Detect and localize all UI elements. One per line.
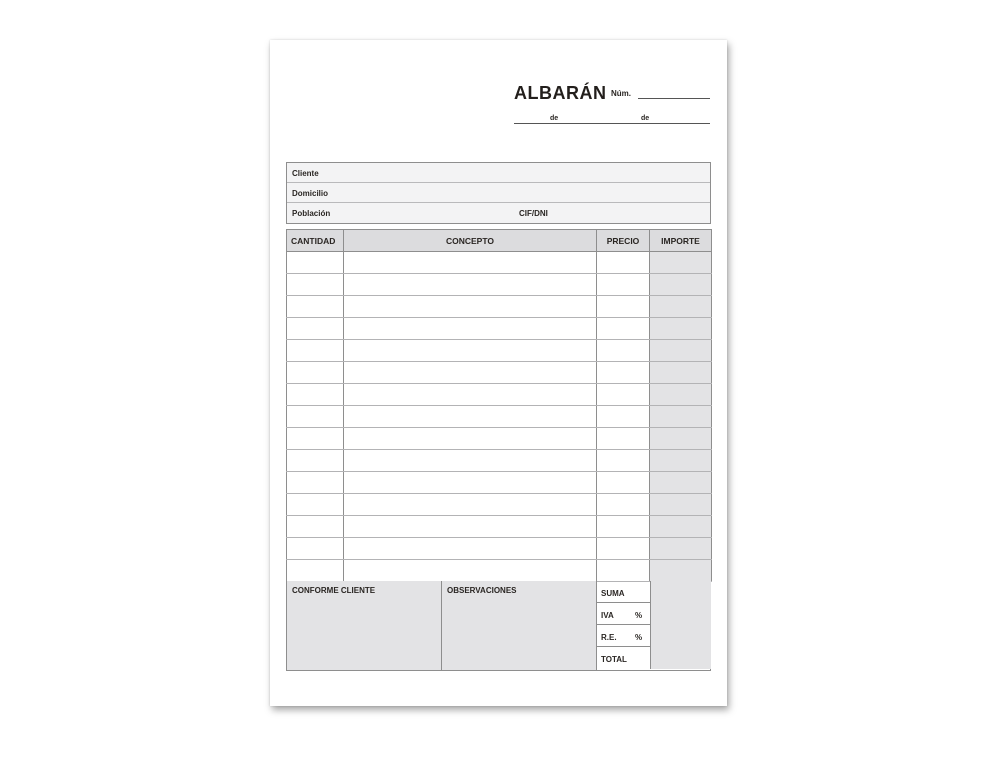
quantity-cell[interactable] — [287, 384, 344, 406]
concept-cell[interactable] — [344, 296, 597, 318]
table-row — [287, 450, 712, 472]
price-cell[interactable] — [597, 428, 650, 450]
concept-cell[interactable] — [344, 494, 597, 516]
amount-cell[interactable] — [650, 428, 712, 450]
amount-cell[interactable] — [650, 274, 712, 296]
re-percent-label: % — [635, 633, 643, 642]
table-row — [287, 252, 712, 274]
concept-cell[interactable] — [344, 472, 597, 494]
table-row — [287, 274, 712, 296]
vat-label: IVA — [601, 611, 614, 620]
price-cell[interactable] — [597, 362, 650, 384]
table-row — [287, 538, 712, 560]
footer-section — [286, 581, 711, 671]
observations-box[interactable] — [442, 581, 597, 670]
re-row — [597, 625, 711, 647]
amount-cell[interactable] — [650, 560, 712, 582]
amount-cell[interactable] — [650, 340, 712, 362]
price-cell[interactable] — [597, 252, 650, 274]
concept-cell[interactable] — [344, 516, 597, 538]
price-cell[interactable] — [597, 384, 650, 406]
concept-cell[interactable] — [344, 428, 597, 450]
quantity-cell[interactable] — [287, 428, 344, 450]
table-row — [287, 318, 712, 340]
price-cell[interactable] — [597, 494, 650, 516]
document-title: ALBARÁN — [514, 83, 607, 103]
amount-cell[interactable] — [650, 450, 712, 472]
number-label: Núm. — [611, 89, 631, 98]
amount-cell[interactable] — [650, 406, 712, 428]
price-cell[interactable] — [597, 560, 650, 582]
client-address-field[interactable] — [287, 183, 710, 203]
date-separator: de — [550, 115, 559, 122]
price-cell[interactable] — [597, 450, 650, 472]
price-cell[interactable] — [597, 274, 650, 296]
table-row — [287, 296, 712, 318]
client-signature-box[interactable] — [287, 581, 442, 670]
total-row — [597, 647, 711, 669]
sum-label: SUMA — [601, 589, 625, 598]
sum-value-field[interactable] — [650, 581, 711, 603]
quantity-cell[interactable] — [287, 252, 344, 274]
amount-cell[interactable] — [650, 362, 712, 384]
column-header-amount: IMPORTE — [650, 230, 712, 252]
amount-cell[interactable] — [650, 296, 712, 318]
concept-cell[interactable] — [344, 384, 597, 406]
client-info-box — [286, 162, 711, 224]
client-label: Cliente — [292, 169, 319, 178]
concept-cell[interactable] — [344, 406, 597, 428]
table-row — [287, 340, 712, 362]
concept-cell[interactable] — [344, 560, 597, 582]
column-header-quantity: CANTIDAD — [287, 230, 344, 252]
table-row — [287, 406, 712, 428]
vat-value-field[interactable] — [650, 603, 711, 625]
quantity-cell[interactable] — [287, 538, 344, 560]
table-row — [287, 362, 712, 384]
quantity-cell[interactable] — [287, 450, 344, 472]
price-cell[interactable] — [597, 516, 650, 538]
quantity-cell[interactable] — [287, 516, 344, 538]
vat-percent-label: % — [635, 611, 643, 620]
vat-row — [597, 603, 711, 625]
address-label: Domicilio — [292, 189, 329, 198]
amount-cell[interactable] — [650, 318, 712, 340]
total-value-field[interactable] — [650, 647, 711, 669]
column-header-concept: CONCEPTO — [344, 230, 597, 252]
re-value-field[interactable] — [650, 625, 711, 647]
concept-cell[interactable] — [344, 538, 597, 560]
quantity-cell[interactable] — [287, 340, 344, 362]
quantity-cell[interactable] — [287, 472, 344, 494]
observations-label: OBSERVACIONES — [447, 586, 517, 595]
table-row — [287, 516, 712, 538]
amount-cell[interactable] — [650, 516, 712, 538]
table-row — [287, 560, 712, 582]
concept-cell[interactable] — [344, 450, 597, 472]
quantity-cell[interactable] — [287, 406, 344, 428]
price-cell[interactable] — [597, 340, 650, 362]
price-cell[interactable] — [597, 406, 650, 428]
quantity-cell[interactable] — [287, 296, 344, 318]
delivery-note-sheet — [270, 40, 727, 706]
amount-cell[interactable] — [650, 538, 712, 560]
date-separator: de — [641, 115, 650, 122]
cif-label: CIF/DNI — [519, 209, 548, 218]
client-town-field[interactable] — [287, 203, 710, 223]
sum-row — [597, 581, 711, 603]
table-row — [287, 384, 712, 406]
amount-cell[interactable] — [650, 252, 712, 274]
amount-cell[interactable] — [650, 494, 712, 516]
client-name-field[interactable] — [287, 163, 710, 183]
number-field[interactable] — [638, 98, 710, 99]
quantity-cell[interactable] — [287, 362, 344, 384]
date-field[interactable] — [514, 123, 710, 124]
line-items-body — [287, 252, 712, 582]
concept-cell[interactable] — [344, 340, 597, 362]
column-header-price: PRECIO — [597, 230, 650, 252]
concept-cell[interactable] — [344, 252, 597, 274]
total-label: TOTAL — [601, 655, 627, 664]
town-label: Población — [292, 209, 331, 218]
quantity-cell[interactable] — [287, 494, 344, 516]
price-cell[interactable] — [597, 318, 650, 340]
price-cell[interactable] — [597, 472, 650, 494]
price-cell[interactable] — [597, 538, 650, 560]
quantity-cell[interactable] — [287, 560, 344, 582]
concept-cell[interactable] — [344, 362, 597, 384]
table-row — [287, 494, 712, 516]
quantity-cell[interactable] — [287, 274, 344, 296]
amount-cell[interactable] — [650, 472, 712, 494]
re-label: R.E. — [601, 633, 617, 642]
table-row — [287, 472, 712, 494]
amount-cell[interactable] — [650, 384, 712, 406]
conforme-label: CONFORME CLIENTE — [292, 586, 376, 595]
table-row — [287, 428, 712, 450]
line-items-table — [286, 229, 712, 582]
concept-cell[interactable] — [344, 274, 597, 296]
concept-cell[interactable] — [344, 318, 597, 340]
price-cell[interactable] — [597, 296, 650, 318]
quantity-cell[interactable] — [287, 318, 344, 340]
